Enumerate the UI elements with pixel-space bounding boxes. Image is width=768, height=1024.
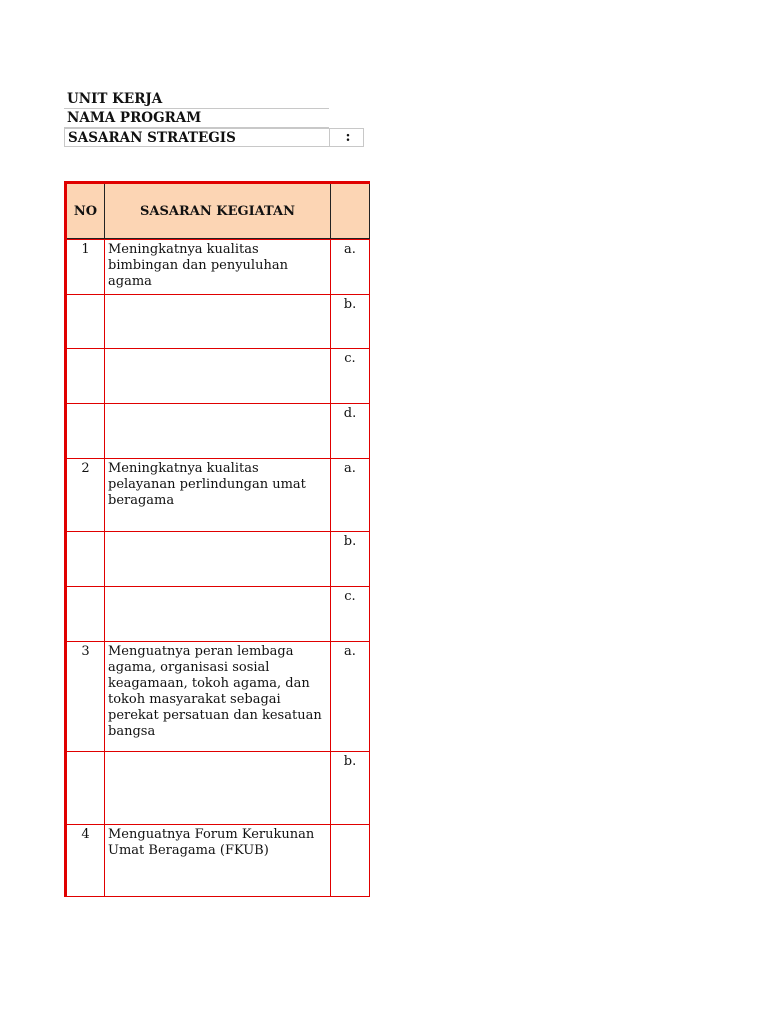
- row-number: 2: [66, 459, 105, 532]
- header-block: [64, 90, 364, 147]
- column-header-third: [331, 183, 370, 239]
- row-sasaran: [105, 349, 331, 404]
- table-row: [66, 295, 370, 349]
- table-row: [66, 240, 370, 295]
- table-row: [66, 752, 370, 825]
- row-number: 1: [66, 240, 105, 295]
- row-number: [66, 532, 105, 587]
- row-item-letter: b.: [331, 532, 370, 587]
- column-header-sasaran-kegiatan: SASARAN KEGIATAN: [105, 183, 331, 239]
- table-row: [66, 349, 370, 404]
- sasaran-strategis-row: [64, 128, 364, 147]
- row-sasaran: [105, 587, 331, 642]
- row-item-letter: c.: [331, 349, 370, 404]
- table-row: [66, 404, 370, 459]
- table-row: [66, 459, 370, 532]
- row-number: [66, 349, 105, 404]
- row-item-letter: a.: [331, 642, 370, 752]
- unit-kerja-label: UNIT KERJA: [64, 90, 329, 109]
- row-sasaran: Meningkatnya kualitas bimbingan dan penyuluhan agama: [105, 240, 331, 295]
- row-item-letter: a.: [331, 240, 370, 295]
- table-row: [66, 532, 370, 587]
- row-item-letter: [331, 825, 370, 897]
- row-item-letter: c.: [331, 587, 370, 642]
- sasaran-strategis-label: SASARAN STRATEGIS: [68, 130, 236, 146]
- row-item-letter: d.: [331, 404, 370, 459]
- row-number: [66, 752, 105, 825]
- row-sasaran: [105, 752, 331, 825]
- row-sasaran: [105, 404, 331, 459]
- sasaran-strategis-colon: :: [329, 128, 366, 147]
- row-number: 4: [66, 825, 105, 897]
- row-number: [66, 587, 105, 642]
- column-header-no: NO: [66, 183, 105, 239]
- row-sasaran: [105, 532, 331, 587]
- row-item-letter: b.: [331, 752, 370, 825]
- row-sasaran: Menguatnya peran lembaga agama, organisasi sosial keagamaan, tokoh agama, dan tokoh masyarakat sebagai perekat persatuan dan kesatuan bangsa: [105, 642, 331, 752]
- row-sasaran: Meningkatnya kualitas pelayanan perlindungan umat beragama: [105, 459, 331, 532]
- table-row: [66, 587, 370, 642]
- row-number: 3: [66, 642, 105, 752]
- nama-program-label: NAMA PROGRAM: [64, 109, 329, 128]
- row-sasaran: Menguatnya Forum Kerukunan Umat Beragama (FKUB): [105, 825, 331, 897]
- sasaran-kegiatan-table: [64, 181, 370, 897]
- table-header-row: [66, 183, 370, 239]
- table-row: [66, 825, 370, 897]
- row-item-letter: a.: [331, 459, 370, 532]
- table-row: [66, 642, 370, 752]
- row-number: [66, 404, 105, 459]
- row-sasaran: [105, 295, 331, 349]
- row-number: [66, 295, 105, 349]
- row-item-letter: b.: [331, 295, 370, 349]
